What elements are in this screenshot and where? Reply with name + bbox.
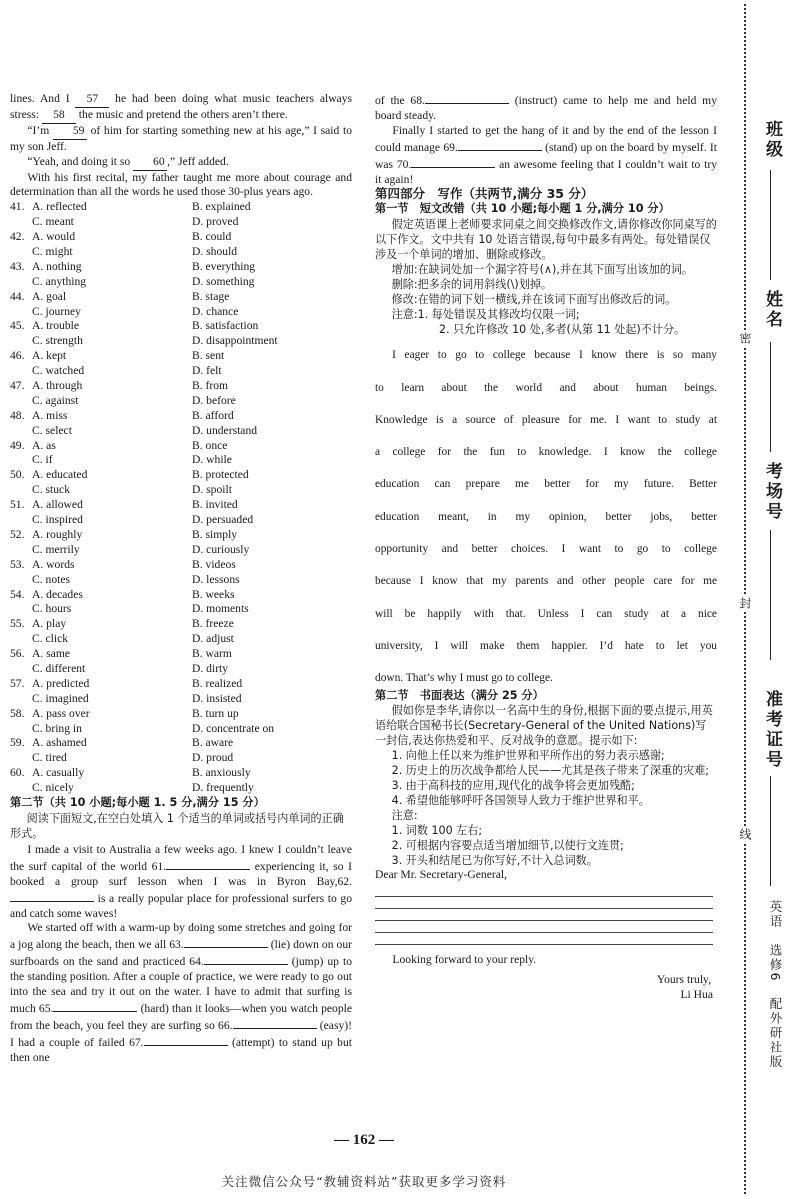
option-a[interactable]: A. goal: [32, 289, 67, 303]
option-row: [10, 781, 352, 796]
option-d[interactable]: D. understand: [192, 423, 258, 437]
option-row: 49. A. as B. once: [10, 439, 352, 454]
option-row: [10, 275, 352, 290]
blank-66[interactable]: [233, 1017, 317, 1029]
blank-61[interactable]: [166, 858, 250, 870]
option-c[interactable]: C. hours: [32, 602, 72, 616]
page-number: — 162 —: [334, 1132, 394, 1148]
sec1-note: 2. 只允许修改 10 处,多者(从第 11 处起)不计分。: [439, 323, 686, 337]
option-row: [10, 692, 352, 707]
option-row: 54. A. decades B. weeks: [10, 588, 352, 603]
blank-67[interactable]: [144, 1034, 228, 1046]
passage-paragraph: “I’m 59 of him for starting something new at his age,” I said to my son Jeff.: [10, 123, 352, 153]
option-a[interactable]: A. as: [32, 438, 56, 452]
option-a[interactable]: A. decades: [32, 587, 83, 601]
option-b[interactable]: B. turn up: [192, 706, 239, 720]
option-row: 46. A. kept B. sent: [10, 349, 352, 364]
option-d[interactable]: D. before: [192, 393, 236, 407]
option-b[interactable]: B. aware: [192, 736, 234, 750]
seal-char-mi: 密: [738, 332, 752, 344]
sec1-note: 注意:1. 每处错误及其修改均仅限一词;: [391, 308, 580, 322]
option-row: 50. A. educated B. protected: [10, 468, 352, 483]
sec1-instruction: 假定英语课上老师要求同桌之间交换修改作文,请你修改你同桌写的以下作文。文中共有 10 处语言错误,每句中最多有两处。每处错误仅涉及一个单词的增加、删除或修改。: [375, 218, 717, 262]
essay-line: a college for the fun to knowledge. I know the college: [375, 446, 717, 459]
cloze-paragraph: of the 68. (instruct) came to help me and held my board steady.: [375, 94, 717, 122]
ticket-label: 准考证号: [762, 690, 782, 770]
option-a[interactable]: A. casually: [32, 766, 85, 780]
option-row: [10, 483, 352, 498]
option-d[interactable]: D. something: [192, 274, 255, 288]
name-field[interactable]: [770, 342, 771, 452]
option-row: [10, 305, 352, 320]
error-correction-essay: [375, 339, 717, 694]
blank-57[interactable]: 57: [75, 92, 109, 108]
blank-60[interactable]: 60: [133, 155, 167, 171]
option-a[interactable]: A. nothing: [32, 259, 82, 273]
option-c[interactable]: C. imagined: [32, 691, 89, 705]
sec2-note: 1. 词数 100 左右;: [391, 824, 483, 838]
part4-sec1-heading: 第一节 短文改错（共 10 小题;每小题 1 分,满分 10 分）: [375, 202, 670, 216]
option-row: 42. A. would B. could: [10, 230, 352, 245]
option-b[interactable]: B. afford: [192, 408, 234, 422]
right-column: [375, 92, 717, 1003]
option-row: [10, 453, 352, 468]
essay-line: down. That’s why I must go to college.: [375, 672, 553, 685]
option-row: [10, 215, 352, 230]
option-a[interactable]: A. predicted: [32, 676, 90, 690]
option-b[interactable]: B. once: [192, 438, 228, 452]
options-list: [10, 200, 352, 796]
subject-label: 英语 选修6 配外研社版: [768, 900, 783, 1070]
sec2-point: 3. 由于高科技的应用,现代化的战争将会更加残酷;: [391, 779, 635, 793]
section2-instruction: 阅读下面短文,在空白处填入 1 个适当的单词或括号内单词的正确形式。: [10, 811, 344, 840]
option-row: [10, 602, 352, 617]
option-row: [10, 245, 352, 260]
option-row: 52. A. roughly B. simply: [10, 528, 352, 543]
option-d[interactable]: D. proved: [192, 215, 239, 229]
name-label: 姓名: [762, 290, 782, 330]
option-b[interactable]: B. anxiously: [192, 766, 251, 780]
sec1-instruction: 修改:在错的词下划一横线,并在该词下面写出修改后的词。: [391, 293, 677, 307]
option-b[interactable]: B. explained: [192, 200, 251, 214]
seal-char-feng: 封: [738, 597, 752, 609]
option-c[interactable]: C. might: [32, 245, 73, 259]
class-field[interactable]: [770, 170, 771, 280]
blank-58[interactable]: 58: [42, 108, 76, 124]
option-a[interactable]: A. roughly: [32, 527, 83, 541]
essay-line: education meant, in my opinion, better jobs, better: [375, 510, 717, 523]
room-field[interactable]: [770, 530, 771, 660]
option-b[interactable]: B. weeks: [192, 587, 235, 601]
option-c[interactable]: C. watched: [32, 364, 85, 378]
option-b[interactable]: B. invited: [192, 498, 238, 512]
sec1-instruction: 增加:在缺词处加一个漏字符号(∧),并在其下面写出该加的词。: [391, 263, 694, 277]
option-a[interactable]: A. pass over: [32, 706, 90, 720]
option-row: [10, 513, 352, 528]
option-d[interactable]: D. disappointment: [192, 334, 278, 348]
option-row: [10, 751, 352, 766]
option-row: 51. A. allowed B. invited: [10, 498, 352, 513]
cloze-paragraph: We started off with a warm-up by doing some stretches and going for a jog along the beach, then we all 63. (lie) down on our surfboards on the sand and practiced 64. (jump) up to the standing position. After a couple of practice, we were ready to go out into the sea and try it out on the water. I have to admit that surfing is much 65. (hard) than it looks—when you watch people from the beach, you feel they are surfing so 66. (easy)! I had a couple of failed 67. (attempt) to stand up but then one: [10, 921, 352, 1064]
sec2-note: 2. 可根据内容要点适当增加细节,以使行文连贯;: [391, 839, 624, 853]
option-c[interactable]: C. anything: [32, 274, 87, 288]
option-b[interactable]: B. simply: [192, 527, 238, 541]
option-a[interactable]: A. ashamed: [32, 736, 87, 750]
option-d[interactable]: D. adjust: [192, 632, 234, 646]
option-row: 47. A. through B. from: [10, 379, 352, 394]
section2-heading: 第二节（共 10 小题;每小题 1. 5 分,满分 15 分）: [10, 795, 265, 809]
writing-lines[interactable]: [375, 885, 717, 945]
option-row: [10, 662, 352, 677]
option-c[interactable]: C. select: [32, 423, 72, 437]
option-d[interactable]: D. felt: [192, 364, 222, 378]
option-b[interactable]: B. satisfaction: [192, 319, 259, 333]
option-d[interactable]: D. chance: [192, 304, 239, 318]
option-a[interactable]: A. kept: [32, 349, 67, 363]
cloze-paragraph: Finally I started to get the hang of it and by the end of the lesson I could manage 69. (stand) up on the board by myself. It was 70. an awesome feeling that I couldn’t wait to try it again!: [375, 123, 717, 186]
option-row: [10, 573, 352, 588]
option-d[interactable]: D. frequently: [192, 781, 254, 795]
option-d[interactable]: D. moments: [192, 602, 249, 616]
option-row: 44. A. goal B. stage: [10, 290, 352, 305]
option-a[interactable]: A. play: [32, 617, 67, 631]
option-c[interactable]: C. journey: [32, 304, 81, 318]
part4-heading: 第四部分 写作（共两节,满分 35 分）: [375, 186, 594, 202]
option-a[interactable]: A. same: [32, 647, 70, 661]
option-c[interactable]: C. tired: [32, 751, 67, 765]
blank-65[interactable]: [53, 1000, 137, 1012]
footer-handwritten-note: 关注微信公众号“教辅资料站”获取更多学习资料: [221, 1174, 507, 1189]
option-c[interactable]: C. notes: [32, 572, 71, 586]
option-d[interactable]: D. insisted: [192, 691, 242, 705]
option-c[interactable]: C. inspired: [32, 513, 83, 527]
class-label: 班级: [762, 120, 782, 160]
blank-68[interactable]: [425, 92, 509, 104]
option-a[interactable]: A. through: [32, 379, 83, 393]
option-c[interactable]: C. if: [32, 453, 53, 467]
option-row: 53. A. words B. videos: [10, 558, 352, 573]
option-b[interactable]: B. freeze: [192, 617, 234, 631]
ticket-field[interactable]: [770, 776, 771, 886]
letter-closing: Looking forward to your reply.: [392, 953, 537, 967]
option-b[interactable]: B. videos: [192, 557, 236, 571]
option-a[interactable]: A. allowed: [32, 498, 83, 512]
blank-64[interactable]: [204, 953, 288, 965]
essay-line: university, I will make them happier. I’d hate to let you: [375, 639, 717, 652]
option-row: 48. A. miss B. afford: [10, 409, 352, 424]
option-b[interactable]: B. from: [192, 379, 229, 393]
option-d[interactable]: D. proud: [192, 751, 234, 765]
option-c[interactable]: C. stuck: [32, 483, 71, 497]
option-a[interactable]: A. miss: [32, 408, 68, 422]
option-row: 55. A. play B. freeze: [10, 617, 352, 632]
option-d[interactable]: D. curiously: [192, 542, 250, 556]
option-b[interactable]: B. warm: [192, 647, 232, 661]
essay-line: Knowledge is a source of pleasure for me. I want to study at: [375, 413, 717, 426]
option-row: [10, 424, 352, 439]
option-c[interactable]: C. strength: [32, 334, 83, 348]
option-b[interactable]: B. sent: [192, 349, 225, 363]
option-row: 59. A. ashamed B. aware: [10, 736, 352, 751]
blank-63[interactable]: [184, 936, 268, 948]
option-b[interactable]: B. stage: [192, 289, 230, 303]
passage-paragraph: “Yeah, and doing it so 60 ,” Jeff added.: [10, 155, 352, 171]
part4-sec2-heading: 第二节 书面表达（满分 25 分）: [375, 688, 544, 702]
option-d[interactable]: D. should: [192, 245, 238, 259]
option-row: 45. A. trouble B. satisfaction: [10, 319, 352, 334]
essay-line: will be happily with that. Unless I can study at a nice: [375, 607, 717, 620]
option-d[interactable]: D. concentrate on: [192, 721, 275, 735]
blank-59[interactable]: 59: [53, 124, 87, 140]
option-row: [10, 543, 352, 558]
cloze-paragraph: I made a visit to Australia a few weeks ago. I knew I couldn’t leave the surf capital of the world 61. experiencing it, so I booked a group surf lesson when I was in Byron Bay,62. is a really popular place for professional surfers to go and catch some waves!: [10, 842, 352, 920]
sec2-note: 注意:: [391, 809, 418, 823]
option-a[interactable]: A. would: [32, 230, 76, 244]
option-d[interactable]: D. persuaded: [192, 513, 254, 527]
option-row: [10, 722, 352, 737]
room-label: 考场号: [762, 462, 782, 522]
passage-paragraph: lines. And I 57 he had been doing what music teachers always stress: 58 the music and pretend the others aren’t there.: [10, 92, 352, 124]
sec2-point: 4. 希望他能够呼吁各国领导人致力于维护世界和平。: [391, 794, 650, 808]
option-row: 56. A. same B. warm: [10, 647, 352, 662]
option-c[interactable]: C. against: [32, 393, 79, 407]
option-d[interactable]: D. spoilt: [192, 483, 232, 497]
sec1-instruction: 删除:把多余的词用斜线(\)划掉。: [391, 278, 552, 292]
option-b[interactable]: B. could: [192, 230, 232, 244]
option-row: 43. A. nothing B. everything: [10, 260, 352, 275]
option-a[interactable]: A. reflected: [32, 200, 87, 214]
option-d[interactable]: D. while: [192, 453, 232, 467]
blank-69[interactable]: [458, 139, 542, 151]
option-c[interactable]: C. merrily: [32, 542, 80, 556]
option-row: 60. A. casually B. anxiously: [10, 766, 352, 781]
blank-62[interactable]: [10, 890, 94, 902]
essay-line: to learn about the world and about human beings.: [375, 381, 717, 394]
option-a[interactable]: A. trouble: [32, 319, 80, 333]
essay-line: opportunity and better choices. I want to go to college: [375, 543, 717, 556]
option-c[interactable]: C. meant: [32, 215, 74, 229]
option-d[interactable]: D. lessons: [192, 572, 240, 586]
essay-line: education can prepare me better for my future. Better: [375, 478, 717, 491]
sec2-note: 3. 开头和结尾已为你写好,不计入总词数。: [391, 854, 598, 868]
letter-signature: Li Hua: [680, 988, 713, 1002]
sec2-point: 1. 向他上任以来为维护世界和平所作出的努力表示感谢;: [391, 749, 665, 763]
sec2-instruction: 假如你是李华,请你以一名高中生的身份,根据下面的要点提示,用英语给联合国秘书长(Secretary-General of the United Nations)写一封信,表达你热爱和平、反对战争的意愿。提示如下:: [375, 704, 713, 748]
essay-line: because I know that my parents and other people care for me: [375, 575, 717, 588]
option-c[interactable]: C. click: [32, 632, 69, 646]
option-b[interactable]: B. everything: [192, 259, 256, 273]
option-b[interactable]: B. realized: [192, 676, 243, 690]
letter-sign-off: Yours truly,: [656, 973, 711, 987]
essay-line: I eager to go to college because I know there is so many: [392, 349, 717, 362]
option-c[interactable]: C. bring in: [32, 721, 82, 735]
letter-salutation: Dear Mr. Secretary-General,: [375, 868, 507, 882]
option-row: [10, 394, 352, 409]
option-row: [10, 364, 352, 379]
option-row: 58. A. pass over B. turn up: [10, 707, 352, 722]
sec2-point: 2. 历史上的历次战争都给人民——尤其是孩子带来了深重的灾难;: [391, 764, 710, 778]
option-a[interactable]: A. words: [32, 557, 75, 571]
option-row: [10, 334, 352, 349]
option-d[interactable]: D. dirty: [192, 661, 229, 675]
option-c[interactable]: C. different: [32, 661, 86, 675]
passage-paragraph: With his first recital, my father taught me more about courage and determination than all the words he used those 30-plus years ago.: [10, 170, 352, 199]
option-b[interactable]: B. protected: [192, 468, 249, 482]
option-row: 41. A. reflected B. explained: [10, 200, 352, 215]
option-a[interactable]: A. educated: [32, 468, 88, 482]
seal-char-xian: 线: [738, 828, 752, 840]
option-row: 57. A. predicted B. realized: [10, 677, 352, 692]
left-column: [10, 92, 352, 1066]
option-row: [10, 632, 352, 647]
option-c[interactable]: C. nicely: [32, 781, 74, 795]
blank-70[interactable]: [411, 156, 495, 168]
